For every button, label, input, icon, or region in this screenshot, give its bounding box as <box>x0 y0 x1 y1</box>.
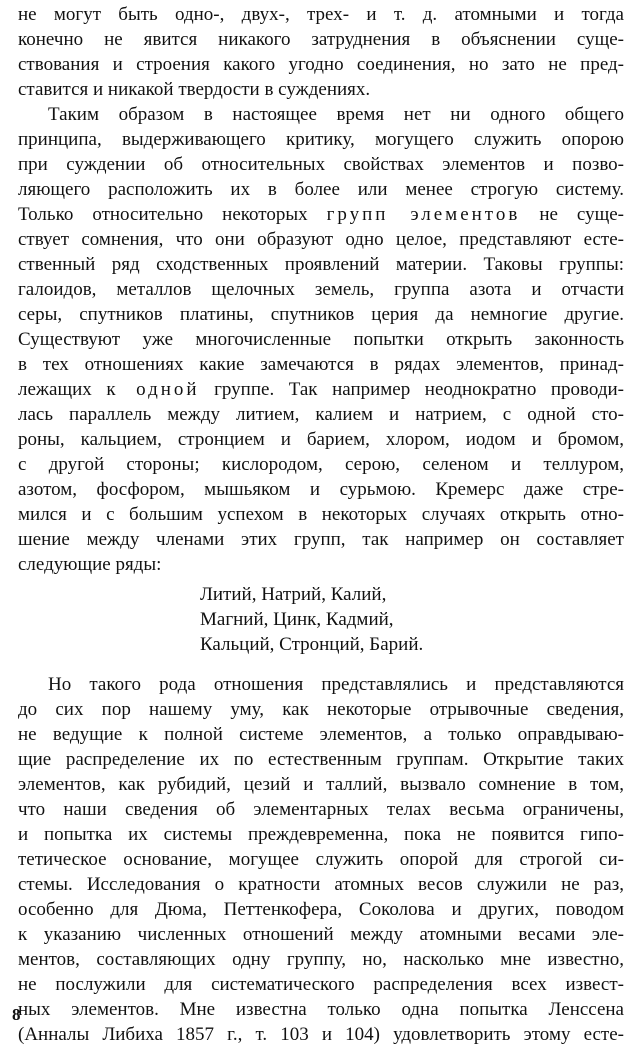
text-line: и попытка их системы преждевременна, пока не появится гипо- <box>18 824 624 845</box>
text-line: роны, кальцием, стронцием и барием, хлором, иодом и бромом, <box>18 429 624 450</box>
text-line: к указанию численных отношений между атомными весами эле- <box>18 924 624 945</box>
text-line: ственный ряд сходственных проявлений материи. Таковы группы: <box>18 254 624 275</box>
text-line: с другой стороны; кислородом, серою, селеном и теллуром, <box>18 454 624 475</box>
text-line <box>18 377 624 402</box>
text-line: ментов, составляющих одну группу, но, насколько мне известно, <box>18 949 624 970</box>
text-line: галоидов, металлов щелочных земель, группа азота и отчасти <box>18 279 624 300</box>
element-series-line: Кальций, Стронций, Барий. <box>200 634 424 655</box>
text-line: щие распределение их по естественным группам. Открытие таких <box>18 749 624 770</box>
text-line: не послужили для систематического распределения всех извест- <box>18 974 624 995</box>
plain-text: Только относительно некоторых <box>18 204 327 225</box>
text-line: ных элементов. Мне известна только одна попытка Ленссена <box>18 999 624 1020</box>
text-line: не ведущие к полной системе элементов, а только оправдываю- <box>18 724 624 745</box>
text-line: при суждении об относительных свойствах элементов и позво- <box>18 154 624 175</box>
text-line: серы, спутников платины, спутников церия да немногие другие. <box>18 304 624 325</box>
text-line <box>18 202 624 227</box>
text-line: особенно для Дюма, Петтенкофера, Соколова и других, поводом <box>18 899 624 920</box>
text-line: в тех отношениях какие замечаются в рядах элементов, принад- <box>18 354 624 375</box>
spaced-emphasis-text: к одной <box>106 379 200 400</box>
text-line: шение между членами этих групп, так например он составляет <box>18 529 624 550</box>
plain-text: группе. Так например неоднократно проводи- <box>199 379 624 400</box>
text-line: ляющего расположить их в более или менее строгую систему. <box>18 179 624 200</box>
text-line: мился и с большим успехом в некоторых случаях открыть отно- <box>18 504 624 525</box>
element-series-line: Магний, Цинк, Кадмий, <box>200 609 394 630</box>
text-line: азотом, фосфором, мышьяком и сурьмою. Кремерс даже стре- <box>18 479 624 500</box>
plain-text: лежащих <box>18 379 107 400</box>
page-number: 8 <box>12 1005 21 1024</box>
spaced-emphasis-text: групп элементов <box>326 204 521 225</box>
text-line: элементов, как рубидий, цезий и таллий, вызвало сомнение в том, <box>18 774 624 795</box>
text-line: до сих пор нашему уму, как некоторые отрывочные сведения, <box>18 699 624 720</box>
text-line: ставится и никакой твердости в суждениях. <box>18 79 371 100</box>
text-line: конечно не явится никакого затруднения в объяснении суще- <box>18 29 624 50</box>
text-line: не могут быть одно-, двух-, трех- и т. д. атомными и тогда <box>18 4 624 25</box>
text-line: Существуют уже многочисленные попытки открыть законность <box>18 329 624 350</box>
text-line: ствует сомнения, что они образуют одно целое, представляют есте- <box>18 229 624 250</box>
text-line: принципа, выдерживающего критику, могущего служить опорою <box>18 129 624 150</box>
element-series-line: Литий, Натрий, Калий, <box>200 584 387 605</box>
text-line: стемы. Исследования о кратности атомных весов служили не раз, <box>18 874 624 895</box>
paragraph-start-line: Таким образом в настоящее время нет ни одного общего <box>48 104 624 125</box>
paragraph-start-line: Но такого рода отношения представлялись и представляются <box>48 674 624 695</box>
text-line: ствования и строения какого угодно соединения, но зато не пред- <box>18 54 624 75</box>
plain-text: не суще- <box>520 204 624 225</box>
text-line: следующие ряды: <box>18 554 162 575</box>
text-line: (Анналы Либиха 1857 г., т. 103 и 104) удовлетворить этому есте- <box>18 1024 624 1045</box>
text-line: что наши сведения об элементарных телах весьма ограничены, <box>18 799 624 820</box>
text-line: лась параллель между литием, калием и натрием, с одной сто- <box>18 404 624 425</box>
text-line: тетическое основание, могущее служить опорой для строгой си- <box>18 849 624 870</box>
